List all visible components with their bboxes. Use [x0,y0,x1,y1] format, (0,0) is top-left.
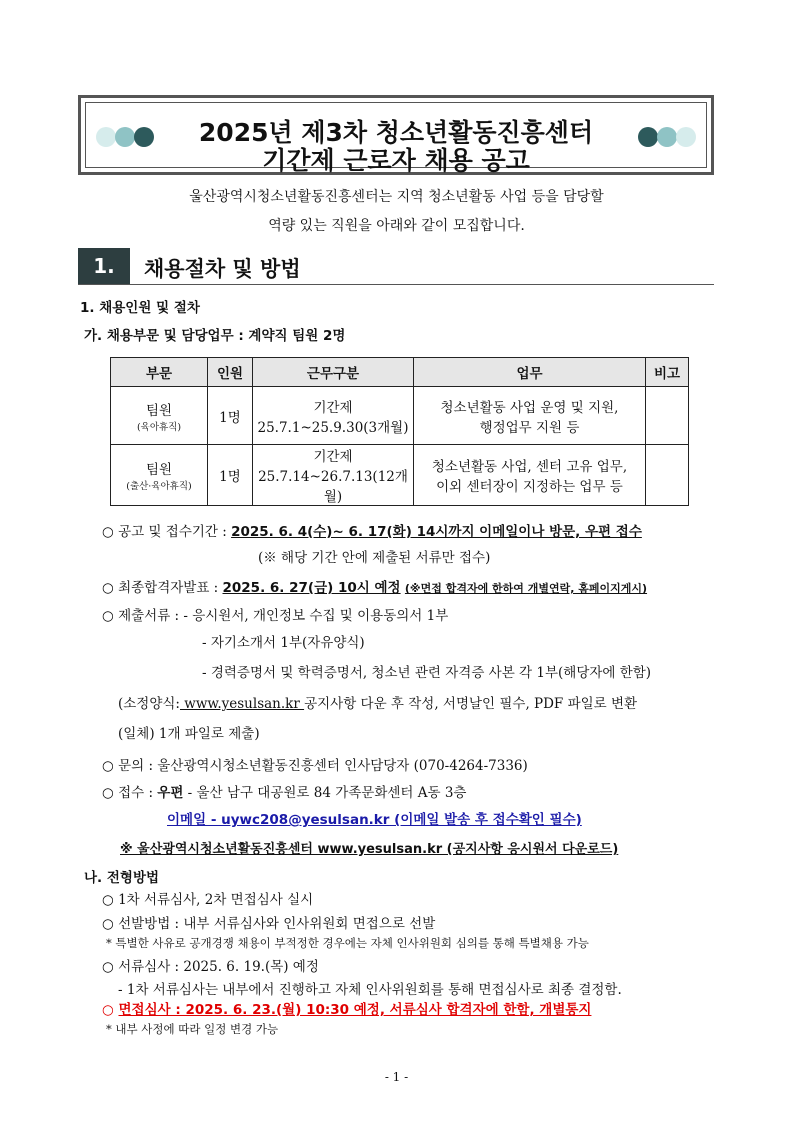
table-cell-type [253,445,414,506]
method-5: - 1차 서류심사는 내부에서 진행하고 자체 인사위원회를 통해 면접심사로 최종 결정함. [118,982,622,998]
duty-line: 행정업무 지원 등 [479,419,580,436]
final-label: ○ 최종합격자발표 : [102,580,223,596]
email-address[interactable]: 이메일 - uywc208@yesulsan.kr [167,812,390,828]
table-cell-type [253,387,414,445]
receipt-mail: - 울산 남구 대공원로 84 가족문화센터 A동 3층 [183,785,467,801]
receipt-line [102,781,466,801]
table-cell-note [646,445,689,506]
receipt-label: ○ 접수 : [102,785,158,801]
table-header: 비고 [646,358,689,387]
duty-line: 청소년활동 사업, 센터 고유 업무, [431,459,628,475]
period-line [102,520,642,540]
method-6-mark: ○ [102,1002,114,1018]
table-header: 업무 [414,358,646,387]
docs-line-3: - 경력증명서 및 학력증명서, 청소년 관련 자격증 사본 각 1부(해당자에 한함) [202,665,652,681]
decor-dot-right-3 [676,127,696,147]
form-line-2: (일체) 1개 파일로 제출) [118,726,260,742]
table-header: 부문 [111,358,208,387]
form-link[interactable]: www.yesulsan.kr [179,696,305,712]
table-cell-duty [414,445,646,506]
dept-label: 팀원 [145,402,173,419]
intro-line-1: 울산광역시청소년활동진흥센터는 지역 청소년활동 사업 등을 담당할 [189,189,604,205]
subheading-1b: 나. 전형방법 [84,870,160,886]
table-row [111,387,689,445]
recruitment-table [110,357,689,506]
table-cell-dept [111,387,208,445]
method-7: * 내부 사정에 따라 일정 변경 가능 [106,1022,279,1036]
contact-line: ○ 문의 : 울산광역시청소년활동진흥센터 인사담당자 (070-4264-7336) [102,758,528,774]
subheading-1: 1. 채용인원 및 절차 [80,300,200,316]
method-3: * 특별한 사유로 공개경쟁 채용이 부적정한 경우에는 자체 인사위원회 심의를 통해 특별채용 가능 [106,936,589,950]
dept-label: 팀원 [145,462,173,478]
title-banner [78,95,714,175]
site-note: ※ 울산광역시청소년활동진흥센터 www.yesulsan.kr (공지사항 응시원서 다운로드) [120,842,619,857]
duty-line: 이외 센터장이 지정하는 업무 등 [436,479,623,495]
table-cell-duty [414,387,646,445]
final-line [102,576,647,596]
decor-dot-right-1 [638,127,658,147]
form-suffix: 공지사항 다운 후 작성, 서명날인 필수, PDF 파일로 변환 [304,696,638,712]
table-cell-count: 1명 [208,387,253,445]
period-label: 25.7.1~25.9.30(3개월) [257,419,409,436]
form-line [118,692,637,712]
title-banner-inner [85,102,707,175]
method-4: ○ 서류심사 : 2025. 6. 19.(목) 예정 [102,959,319,975]
final-value: 2025. 6. 27(금) 10시 예정 [222,580,401,596]
table-cell-count: 1명 [208,445,253,506]
section-title: 채용절차 및 방법 [144,257,301,281]
docs-line-1: ○ 제출서류 : - 응시원서, 개인정보 수집 및 이용동의서 1부 [102,608,449,624]
page-number: - 1 - [384,1070,409,1084]
table-cell-note [646,387,689,445]
intro-line-2: 역량 있는 직원을 아래와 같이 모집합니다. [268,218,525,234]
method-6 [102,998,591,1018]
period-note: (※ 해당 기간 안에 제출된 서류만 접수) [258,550,491,566]
method-6-text: 면접심사 : 2025. 6. 23.(월) 10:30 예정, 서류심사 합격자에 한함, 개별통지 [118,1002,592,1018]
title-line-2: 기간제 근로자 채용 공고 [262,146,530,175]
method-1: ○ 1차 서류심사, 2차 면접심사 실시 [102,892,314,908]
title-line-1: 2025년 제3차 청소년활동진흥센터 [198,118,594,147]
table-header: 근무구분 [253,358,414,387]
section-divider [78,284,714,285]
type-label: 기간제 [313,449,353,465]
receipt-mail-bold: 우편 [157,785,184,801]
method-2: ○ 선발방법 : 내부 서류심사와 인사위원회 면접으로 선발 [102,916,436,932]
period-label: ○ 공고 및 접수기간 : [102,524,232,540]
period-label: 25.7.14~26.7.13(12개월) [258,469,408,505]
duty-line: 청소년활동 사업 운영 및 지원, [440,399,619,416]
dept-note: (출산·육아휴직) [126,481,192,492]
decor-dot-right-2 [657,127,677,147]
form-prefix: (소정양식: [118,696,180,712]
table-header: 인원 [208,358,253,387]
table-header-row [111,358,689,387]
subheading-1a: 가. 채용부문 및 담당업무 : 계약직 팀원 2명 [84,328,346,344]
docs-line-2: - 자기소개서 1부(자유양식) [202,635,365,651]
table-cell-dept [111,445,208,506]
dept-note: (육아휴직) [136,421,182,433]
final-note: (※면접 합격자에 한하여 개별연락, 홈페이지게시) [404,582,648,595]
type-label: 기간제 [313,399,353,416]
email-line [167,808,582,828]
email-note: (이메일 발송 후 접수확인 필수) [389,812,582,828]
table-row [111,445,689,506]
section-number: 1. [78,248,130,284]
period-value: 2025. 6. 4(수)~ 6. 17(화) 14시까지 이메일이나 방문, 우편 접수 [231,524,642,540]
